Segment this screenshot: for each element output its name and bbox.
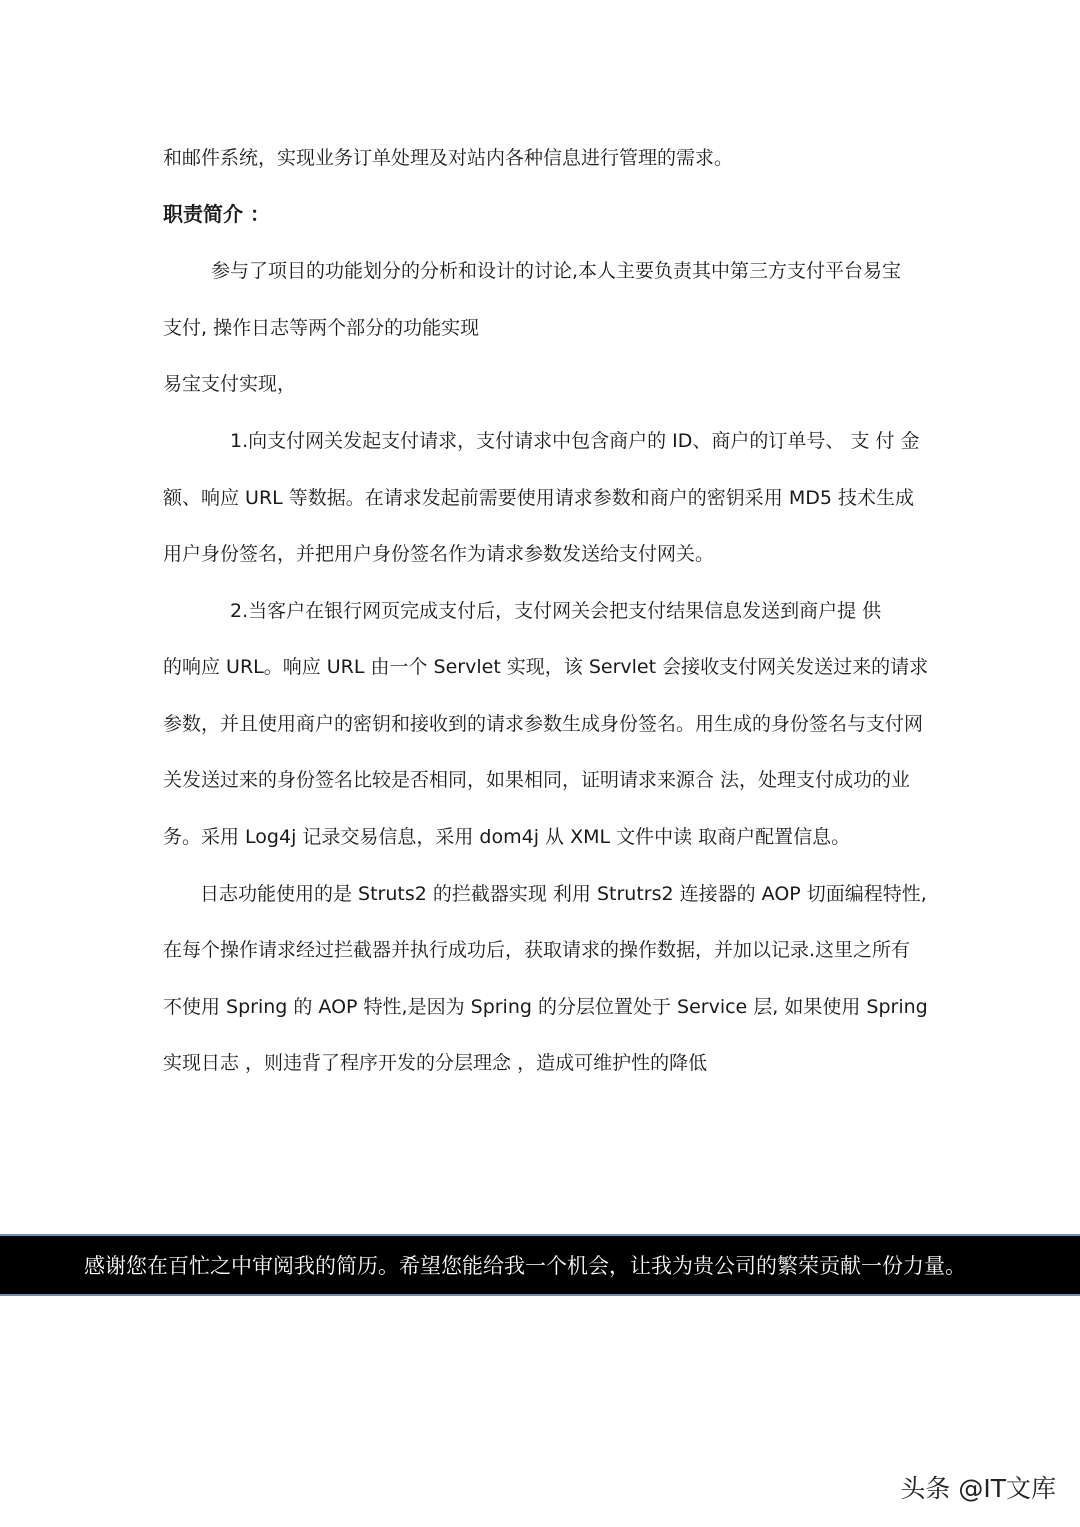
- source-watermark: 头条 @IT文库: [900, 1474, 1056, 1503]
- text-line-responsibility-intro: 参与了项目的功能划分的分析和设计的讨论,本人主要负责其中第三方支付平台易宝: [211, 260, 902, 282]
- thank-you-banner: [0, 1234, 1080, 1296]
- text-line-step1-b: 额、响应 URL 等数据。在请求发起前需要使用请求参数和商户的密钥采用 MD5 技术生成: [163, 487, 914, 509]
- text-line-logging-b: 在每个操作请求经过拦截器并执行成功后，获取请求的操作数据，并加以记录.这里之所有: [163, 939, 911, 961]
- text-line-logging-d: 实现日志 ，则违背了程序开发的分层理念 ，造成可维护性的降低: [163, 1052, 708, 1074]
- text-line-responsibility-scope: 支付, 操作日志等两个部分的功能实现: [163, 317, 480, 339]
- thank-you-text: 感谢您在百忙之中审阅我的简历。希望您能给我一个机会，让我为贵公司的繁荣贡献一份力量。: [84, 1254, 966, 1278]
- text-line-logging-a: 日志功能使用的是 Struts2 的拦截器实现 利用 Strutrs2 连接器的 AOP 切面编程特性,: [200, 883, 927, 905]
- text-line-step2-b: 的响应 URL。响应 URL 由一个 Servlet 实现，该 Servlet 会接收支付网关发送过来的请求: [163, 656, 929, 678]
- text-line-step2-d: 关发送过来的身份签名比较是否相同，如果相同，证明请求来源合 法，处理支付成功的业: [163, 769, 911, 791]
- text-line-step2-e: 务。采用 Log4j 记录交易信息，采用 dom4j 从 XML 文件中读 取商户配置信息。: [163, 826, 851, 848]
- subheading-yeepay: 易宝支付实现，: [163, 373, 297, 395]
- text-line-step2-c: 参数，并且使用商户的密钥和接收到的请求参数生成身份签名。用生成的身份签名与支付网: [163, 713, 924, 735]
- text-line-step1-a: 1.向支付网关发起支付请求，支付请求中包含商户的 ID、商户的订单号、 支 付 金: [230, 430, 920, 452]
- text-line-logging-c: 不使用 Spring 的 AOP 特性,是因为 Spring 的分层位置处于 Service 层, 如果使用 Spring: [163, 996, 928, 1018]
- text-line-continuation: 和邮件系统，实现业务订单处理及对站内各种信息进行管理的需求。: [163, 147, 734, 169]
- text-line-step2-a: 2.当客户在银行网页完成支付后，支付网关会把支付结果信息发送到商户提 供: [230, 600, 882, 622]
- section-heading-responsibilities: 职责简介 ：: [163, 202, 270, 226]
- text-line-step1-c: 用户身份签名，并把用户身份签名作为请求参数发送给支付网关。: [163, 543, 715, 565]
